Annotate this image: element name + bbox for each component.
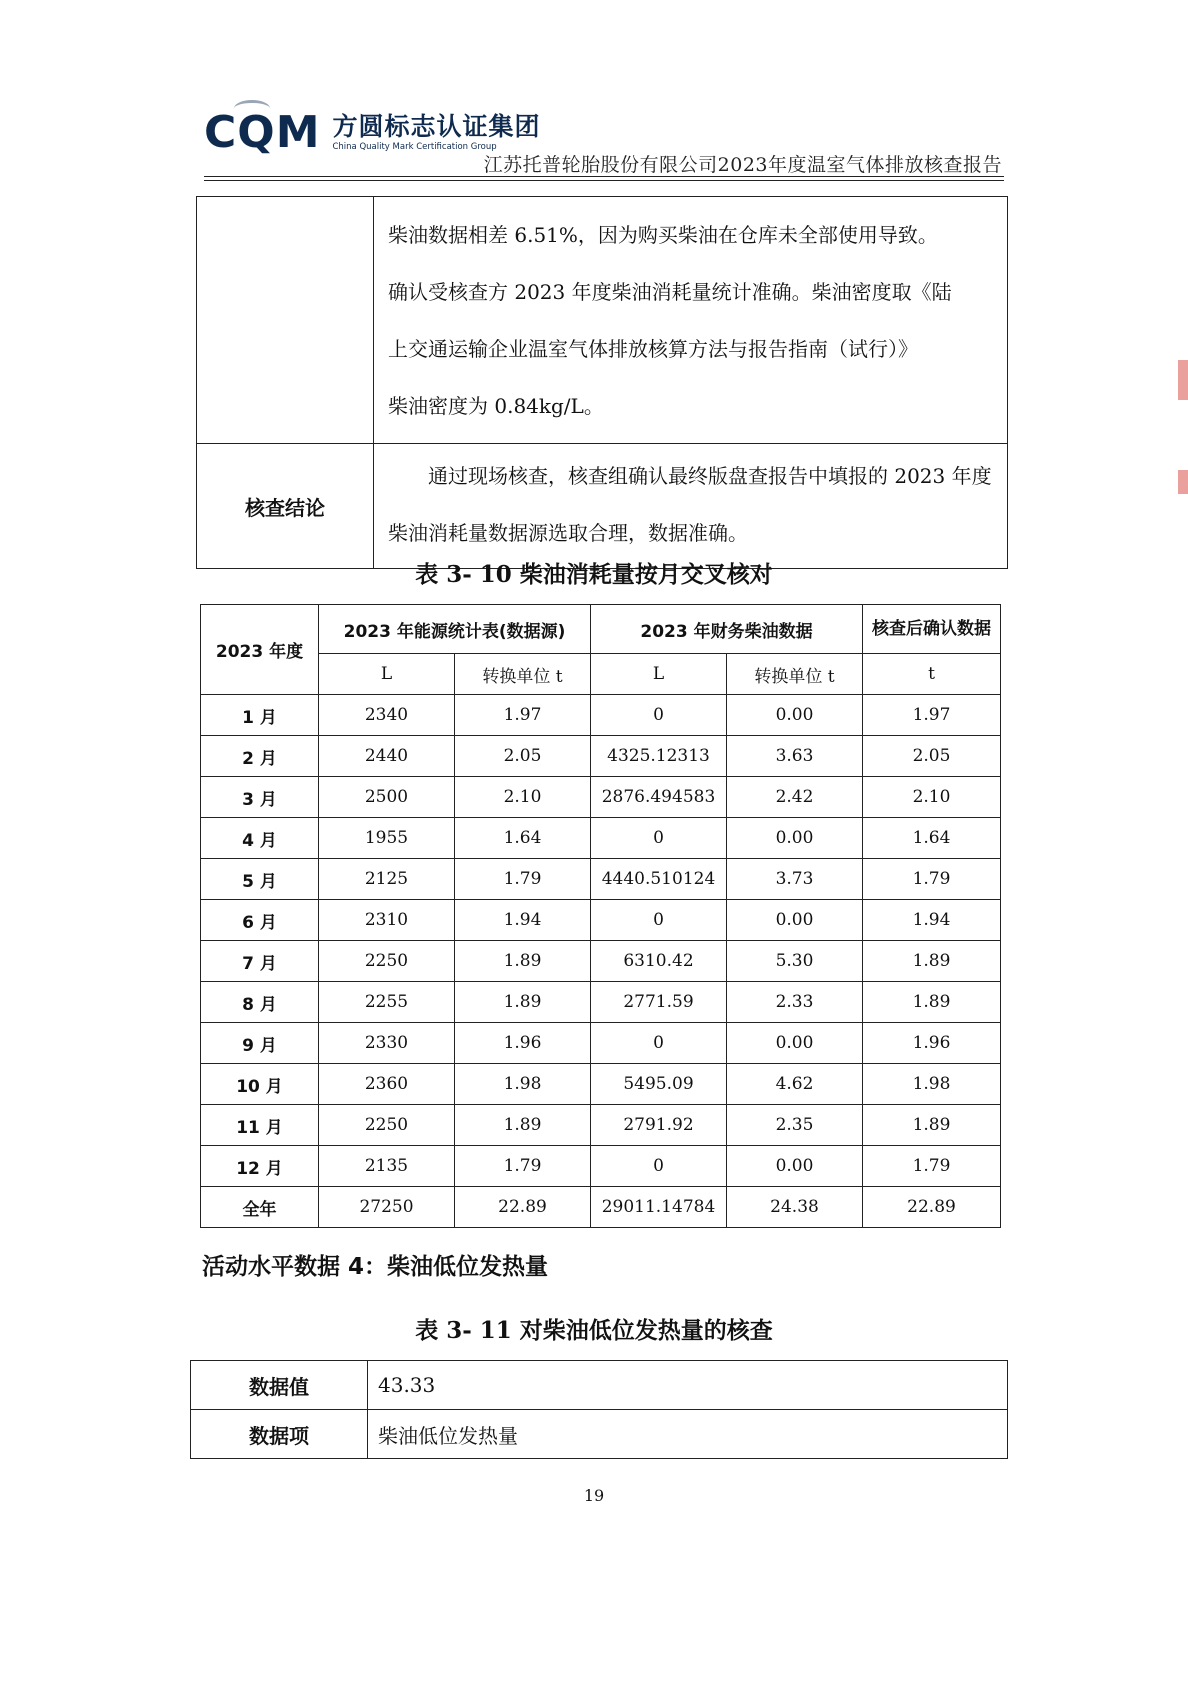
value-cell: 2.05 [863, 736, 1001, 777]
value-cell: 2125 [319, 859, 455, 900]
conclusion-row [197, 444, 1008, 569]
paragraph-line: 柴油密度为 0.84kg/L。 [388, 394, 604, 418]
month-cell: 全年 [201, 1187, 319, 1228]
table-row [201, 695, 1001, 736]
unit-cell: L [591, 654, 727, 695]
data-item-label: 数据项 [191, 1410, 368, 1459]
unit-cell: 转换单位 t [455, 654, 591, 695]
value-cell: 0.00 [727, 1146, 863, 1187]
value-cell: 2876.494583 [591, 777, 727, 818]
month-cell: 4 月 [201, 818, 319, 859]
table-row [201, 1187, 1001, 1228]
header-rule [204, 176, 1004, 177]
empty-label-cell [197, 197, 374, 444]
finance-data-header: 2023 年财务柴油数据 [591, 605, 863, 654]
value-cell: 1.98 [863, 1064, 1001, 1105]
confirmed-data-header: 核查后确认数据 [863, 605, 1001, 654]
value-cell: 2500 [319, 777, 455, 818]
value-cell: 2310 [319, 900, 455, 941]
logo-mark [204, 108, 320, 158]
verification-table [196, 196, 1008, 569]
table-row [201, 1146, 1001, 1187]
value-cell: 1.64 [863, 818, 1001, 859]
value-cell: 1.96 [455, 1023, 591, 1064]
value-cell: 0 [591, 1023, 727, 1064]
value-cell: 3.73 [727, 859, 863, 900]
value-cell: 6310.42 [591, 941, 727, 982]
verification-paragraph [374, 197, 1008, 444]
unit-cell: t [863, 654, 1001, 695]
month-cell: 1 月 [201, 695, 319, 736]
table-row [201, 941, 1001, 982]
value-cell: 2771.59 [591, 982, 727, 1023]
value-cell: 0 [591, 1146, 727, 1187]
monthly-rows [201, 695, 1001, 1228]
activity-data-heading: 活动水平数据 4：柴油低位发热量 [202, 1254, 549, 1280]
value-cell: 2.33 [727, 982, 863, 1023]
value-cell: 0 [591, 818, 727, 859]
table-row [191, 1410, 1008, 1459]
energy-stats-header: 2023 年能源统计表(数据源) [319, 605, 591, 654]
table-row [201, 982, 1001, 1023]
red-stamp-edge [1178, 470, 1188, 494]
table-row [201, 818, 1001, 859]
value-cell: 1.94 [455, 900, 591, 941]
value-cell: 2440 [319, 736, 455, 777]
value-cell: 2250 [319, 941, 455, 982]
value-cell: 4.62 [727, 1064, 863, 1105]
table-row [201, 859, 1001, 900]
value-cell: 0.00 [727, 695, 863, 736]
data-value: 43.33 [368, 1361, 1008, 1410]
verification-row [197, 197, 1008, 444]
value-cell: 1.98 [455, 1064, 591, 1105]
value-cell: 2360 [319, 1064, 455, 1105]
paragraph-line: 柴油数据相差 6.51%，因为购买柴油在仓库未全部使用导致。 [388, 223, 938, 247]
value-cell: 2.10 [863, 777, 1001, 818]
value-cell: 2791.92 [591, 1105, 727, 1146]
logo-text [332, 113, 540, 153]
logo-arc-icon [234, 100, 270, 117]
value-cell: 29011.14784 [591, 1187, 727, 1228]
value-cell: 3.63 [727, 736, 863, 777]
value-cell: 0 [591, 900, 727, 941]
value-cell: 2.42 [727, 777, 863, 818]
header-rule-thin [204, 180, 1004, 181]
value-cell: 27250 [319, 1187, 455, 1228]
report-title: 江苏托普轮胎股份有限公司2023年度温室气体排放核查报告 [483, 154, 1002, 176]
value-cell: 2255 [319, 982, 455, 1023]
value-cell: 2.05 [455, 736, 591, 777]
monthly-diesel-table [200, 604, 1001, 1228]
month-cell: 5 月 [201, 859, 319, 900]
month-cell: 12 月 [201, 1146, 319, 1187]
value-cell: 1.79 [455, 859, 591, 900]
value-cell: 5495.09 [591, 1064, 727, 1105]
table-row [201, 777, 1001, 818]
logo-english-name: China Quality Mark Certification Group [332, 142, 497, 152]
unit-row [201, 654, 1001, 695]
value-cell: 1.89 [455, 941, 591, 982]
value-cell: 0 [591, 695, 727, 736]
value-cell: 1.97 [455, 695, 591, 736]
table-row [201, 1023, 1001, 1064]
value-cell: 1955 [319, 818, 455, 859]
red-stamp-edge [1178, 360, 1188, 400]
value-cell: 24.38 [727, 1187, 863, 1228]
value-cell: 2135 [319, 1146, 455, 1187]
value-cell: 1.94 [863, 900, 1001, 941]
conclusion-label: 核查结论 [197, 444, 374, 569]
value-cell: 0.00 [727, 900, 863, 941]
unit-cell: L [319, 654, 455, 695]
value-cell: 2250 [319, 1105, 455, 1146]
value-cell: 2.35 [727, 1105, 863, 1146]
paragraph-line: 确认受核查方 2023 年度柴油消耗量统计准确。柴油密度取《陆 [388, 280, 952, 304]
month-cell: 6 月 [201, 900, 319, 941]
value-cell: 1.89 [455, 1105, 591, 1146]
logo-mark-text: CQM [204, 107, 321, 158]
table-row [201, 900, 1001, 941]
value-cell: 4325.12313 [591, 736, 727, 777]
value-cell: 2.10 [455, 777, 591, 818]
unit-cell: 转换单位 t [727, 654, 863, 695]
value-cell: 5.30 [727, 941, 863, 982]
table-row [201, 736, 1001, 777]
month-cell: 8 月 [201, 982, 319, 1023]
data-value-label: 数据值 [191, 1361, 368, 1410]
logo-chinese-name: 方圆标志认证集团 [332, 112, 541, 141]
value-cell: 1.97 [863, 695, 1001, 736]
value-cell: 2340 [319, 695, 455, 736]
data-item: 柴油低位发热量 [368, 1410, 1008, 1459]
value-cell: 1.79 [863, 1146, 1001, 1187]
heat-value-table [190, 1360, 1008, 1459]
value-cell: 1.96 [863, 1023, 1001, 1064]
table-3-10-caption: 表 3- 10 柴油消耗量按月交叉核对 [415, 561, 773, 588]
value-cell: 1.89 [863, 982, 1001, 1023]
table-row [191, 1361, 1008, 1410]
month-cell: 2 月 [201, 736, 319, 777]
month-cell: 11 月 [201, 1105, 319, 1146]
value-cell: 1.89 [455, 982, 591, 1023]
conclusion-paragraph: 通过现场核查，核查组确认最终版盘查报告中填报的 2023 年度柴油消耗量数据源选取合理，数据准确。 [388, 464, 992, 545]
paragraph-line: 上交通运输企业温室气体排放核算方法与报告指南（试行）》 [388, 337, 918, 361]
year-header: 2023 年度 [201, 605, 319, 695]
value-cell: 1.79 [455, 1146, 591, 1187]
value-cell: 1.89 [863, 941, 1001, 982]
value-cell: 22.89 [863, 1187, 1001, 1228]
table-row [201, 1105, 1001, 1146]
page-number: 19 [583, 1486, 605, 1505]
value-cell: 1.89 [863, 1105, 1001, 1146]
value-cell: 22.89 [455, 1187, 591, 1228]
conclusion-text [374, 444, 1008, 569]
month-cell: 3 月 [201, 777, 319, 818]
value-cell: 0.00 [727, 818, 863, 859]
value-cell: 1.64 [455, 818, 591, 859]
value-cell: 0.00 [727, 1023, 863, 1064]
value-cell: 1.79 [863, 859, 1001, 900]
table-header-row [201, 605, 1001, 654]
month-cell: 7 月 [201, 941, 319, 982]
month-cell: 10 月 [201, 1064, 319, 1105]
table-row [201, 1064, 1001, 1105]
month-cell: 9 月 [201, 1023, 319, 1064]
value-cell: 4440.510124 [591, 859, 727, 900]
table-3-11-caption: 表 3- 11 对柴油低位发热量的核查 [415, 1317, 773, 1344]
value-cell: 2330 [319, 1023, 455, 1064]
